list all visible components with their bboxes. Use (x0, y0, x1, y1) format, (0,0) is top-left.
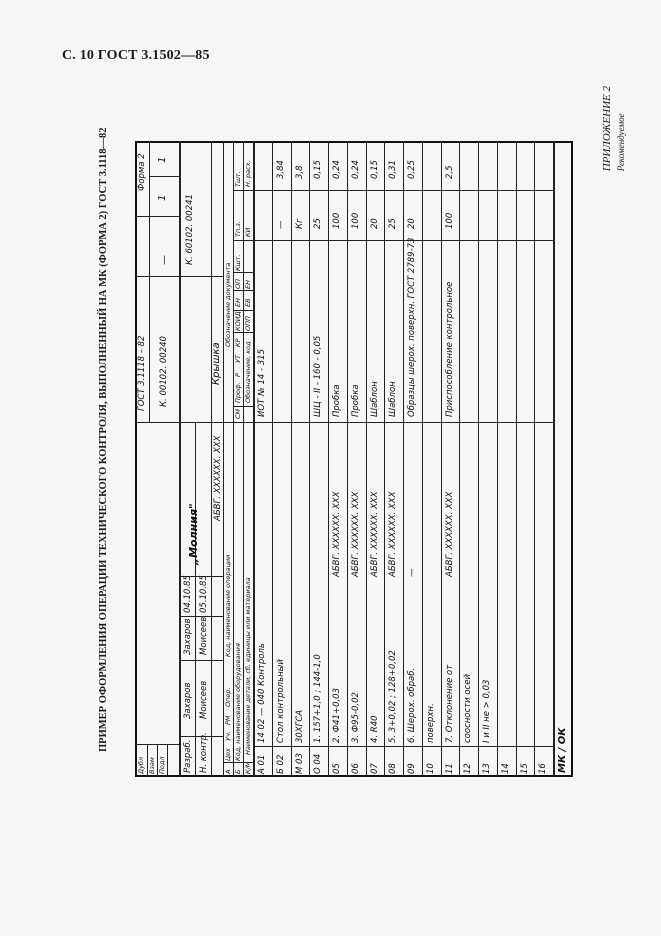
row-quantity: 20 (407, 218, 417, 229)
row-line (516, 141, 517, 777)
hdr-ut: УТ (234, 355, 242, 363)
gost-label: ГОСТ 3.1118 – 82 (137, 335, 147, 411)
row-drawing-code: АБВГ. ХХХХХХ. ХХХ (444, 491, 455, 577)
hdr-oper-name: Код, наименование операции (224, 554, 232, 657)
appendix-subtitle: Рекомендуемое (616, 113, 626, 172)
appendix-title: ПРИЛОЖЕНИЕ 2 (601, 86, 613, 172)
hdr-ev: ЕВ (244, 298, 252, 307)
row-tool: Пробка (350, 384, 361, 417)
hdr-nrash: Н. расх. (244, 160, 252, 187)
company-name: „Молния" (187, 503, 200, 565)
row-description: 5. 3+0,02 ; 128+0,02 (388, 650, 399, 743)
sign-zakharov: Захаров (183, 618, 193, 655)
row-number: 05 (332, 763, 342, 774)
row-drawing-code: АБВГ. ХХХХХХ. ХХХ (350, 491, 361, 577)
row-number: 12 (463, 763, 474, 774)
row-drawing-code: АБВГ. ХХХХХХ. ХХХ (388, 491, 399, 577)
row-tool: ШЦ - II - 160 - 0,05 (313, 335, 324, 417)
name-moiseev: Моисеев (199, 680, 209, 719)
row-number: 16 (538, 763, 549, 774)
row-tool: Шаблон (369, 381, 380, 417)
hdr-rm: РМ (224, 715, 232, 725)
row-time: 0,24 (332, 160, 342, 179)
route-card-form (135, 137, 575, 777)
hdr-en2: ЕН (244, 280, 252, 289)
doc-code: К. 00102. 00240 (159, 336, 169, 407)
row-time: 0,15 (369, 160, 380, 179)
row-line (459, 141, 460, 777)
row-line (497, 141, 498, 777)
row-quantity: 100 (444, 212, 455, 229)
sheet-count: 1 (157, 194, 168, 201)
row-tool: Приспособление контрольное (444, 281, 455, 417)
row-time: 0,24 (350, 160, 361, 179)
role-nkontr: Н. контр. (199, 732, 209, 773)
hdr-koid: КОИД (234, 311, 242, 331)
appendix-note (600, 86, 628, 171)
row-description: 3. Ф95-0,02 (350, 692, 361, 743)
hdr-r: Р (234, 373, 242, 377)
hdr-a-label: А (224, 769, 232, 774)
row-tool: Шаблон (388, 381, 399, 417)
row-description: 1. 157+1,0 ; 144-1,0 (313, 654, 324, 743)
hdr-tpz: Тп.з. (234, 221, 242, 237)
forma-label: Форма 2 (137, 153, 147, 191)
row-description: 30ХГСА (294, 709, 305, 743)
hdr-ksht: Кшт. (234, 254, 242, 271)
hdr-uch: Уч. (224, 731, 232, 741)
hdr-ceh: Цех (224, 748, 232, 761)
row-tool: Образцы шерох. поверхн. ГОСТ 2789-73 (407, 237, 417, 417)
row-tool: Пробка (332, 384, 342, 417)
row-description: 7. Отклонение от (444, 664, 455, 743)
hdr-km-label: К/М (244, 761, 252, 774)
row-line (403, 141, 404, 777)
date-nkontr: 05.10.85 (199, 575, 209, 613)
row-number: 14 (500, 763, 511, 774)
hdr-sm: СМ (234, 408, 242, 419)
row-quantity: 25 (388, 218, 399, 229)
hdr-code: Обозначение, код (244, 341, 252, 403)
hdr-prof: Проф. (234, 382, 242, 403)
sign-moiseev: Моисеев (199, 616, 209, 655)
row-description: 2. Ф41+0,03 (332, 688, 342, 743)
row-time: 0,15 (313, 160, 324, 179)
hdr-equipment: Код, наименование оборудования (234, 643, 242, 761)
row-drawing-code: АБВГ. ХХХХХХ. ХХХ (369, 491, 380, 577)
hdr-tsht: Тшт. (234, 171, 242, 187)
hdr-op: ОП (234, 278, 242, 289)
form-body (135, 137, 575, 777)
row-line (422, 141, 423, 777)
dash-code: — (159, 255, 170, 265)
row-number: 08 (388, 763, 399, 774)
row-number: Б 02 (275, 754, 286, 774)
name-zakharov: Захаров (183, 682, 193, 719)
row-line (384, 141, 385, 777)
row-line (534, 141, 535, 777)
row-number: 11 (444, 763, 455, 774)
stamp-dubl: Дубл (137, 756, 145, 774)
hdr-material: Наименование детали, сб. единицы или материала (244, 577, 252, 755)
row-drawing-code: — (407, 568, 417, 577)
row-tool: ИОТ № 14 - 315 (257, 349, 267, 417)
row-line (347, 141, 348, 777)
row-time: 3,84 (275, 160, 286, 179)
row-description: I и II не > 0,03 (482, 679, 492, 743)
row-line (291, 141, 292, 777)
row-quantity: — (275, 220, 286, 229)
stamp-podl: Подл (158, 756, 166, 774)
row-time: 2,5 (444, 165, 455, 179)
row-number: 15 (519, 763, 530, 774)
row-line (328, 141, 329, 777)
page-header: С. 10 ГОСТ 3.1502—85 (62, 48, 210, 63)
row-line (309, 141, 310, 777)
row-number: 06 (350, 763, 361, 774)
hdr-en: ЕН (234, 298, 242, 307)
hdr-ki: КИ (244, 227, 252, 237)
stamp-vzam: Взам (148, 757, 156, 774)
row-description: соосности осей (463, 674, 474, 743)
row-quantity: 25 (313, 218, 324, 229)
row-description: поверхн. (425, 703, 436, 743)
row-number: О 04 (313, 753, 324, 774)
doc-code-2: К. 60102. 00241 (185, 194, 195, 265)
hdr-opp: ОПП (244, 316, 252, 331)
row-drawing-code: АБВГ. ХХХХХХ. ХХХ (332, 491, 342, 577)
row-time: 3,8 (294, 165, 305, 179)
row-time: 0,31 (388, 160, 399, 179)
row-line (441, 141, 442, 777)
document-title: ПРИМЕР ОФОРМЛЕНИЯ ОПЕРАЦИИ ТЕХНИЧЕСКОГО КОНТРОЛЯ, ВЫПОЛНЕННЫЙ НА МК (ФОРМА 2) ГОСТ 3.1118—82 (98, 127, 109, 753)
row-number: М 03 (294, 753, 305, 774)
row-number: 09 (407, 763, 417, 774)
row-number: 07 (369, 763, 380, 774)
row-description: Стол контрольный (275, 659, 286, 743)
sheet-number: 1 (157, 156, 168, 163)
row-time: 0,25 (407, 160, 417, 179)
part-code: АБВГ. ХХХХХХ. ХХХ (213, 435, 223, 521)
row-line (366, 141, 367, 777)
row-line (478, 141, 479, 777)
hdr-b-label: Б (234, 769, 242, 774)
row-quantity: 100 (350, 212, 361, 229)
row-number: А 01 (257, 754, 267, 774)
row-description: 14 02 — 040 Контроль (257, 643, 267, 743)
row-quantity: 100 (332, 212, 342, 229)
role-razrab: Разраб. (183, 739, 193, 773)
row-description: 6. Шерох. обраб. (407, 667, 417, 743)
date-razrab: 04.10.85 (183, 575, 193, 613)
row-quantity: 20 (369, 218, 380, 229)
hdr-doc: Обозначение документа (224, 262, 232, 347)
hdr-oper: Опер. (224, 687, 232, 707)
row-number: 10 (425, 763, 436, 774)
form-footer: МК / ОК (557, 727, 568, 773)
row-description: 4. R40 (369, 715, 380, 743)
row-quantity: Кг (294, 218, 305, 229)
row-line (272, 141, 273, 777)
part-name: Крышка (211, 342, 222, 385)
row-number: 13 (482, 763, 492, 774)
hdr-kr: КР (234, 338, 242, 347)
